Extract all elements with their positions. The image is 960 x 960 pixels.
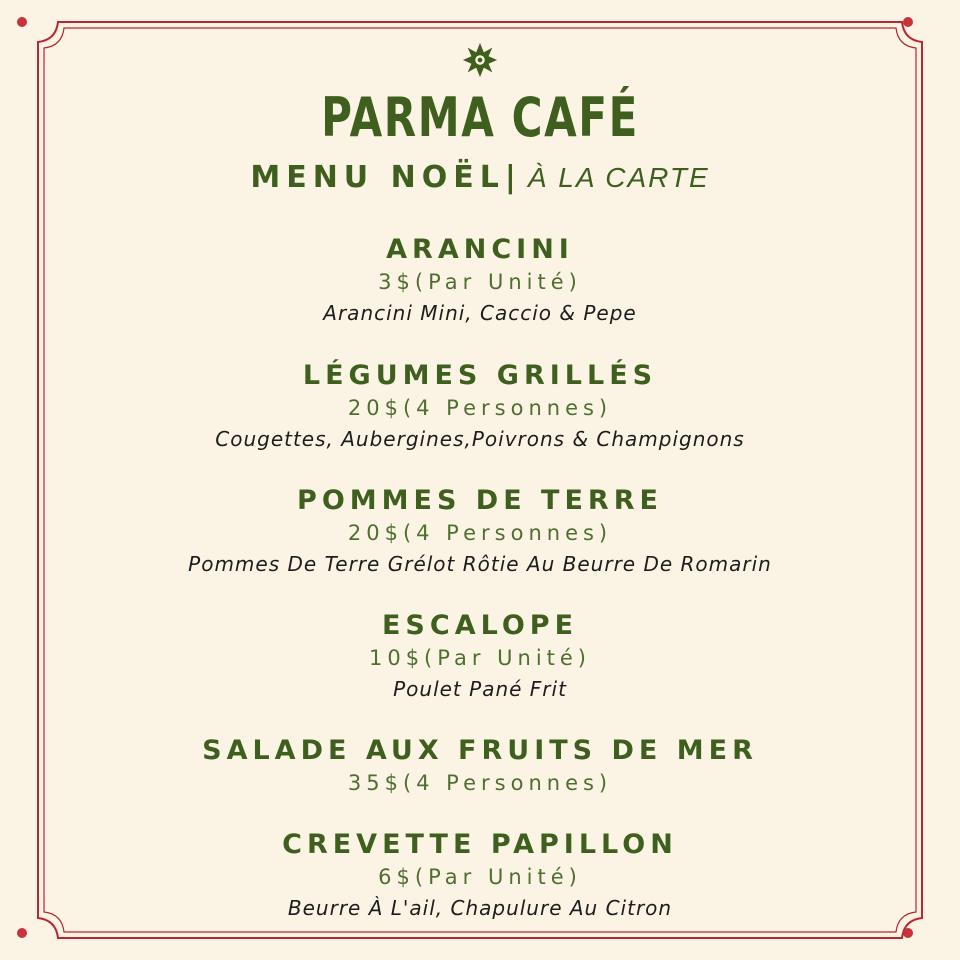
menu-title: MENU NOËL: [250, 160, 505, 195]
menu-item-escalope: [0, 609, 960, 705]
item-name: ESCALOPE: [381, 610, 579, 641]
item-description: Cougettes, Aubergines,Poivrons & Champignons: [215, 427, 745, 451]
item-description: Pommes De Terre Grélot Rôtie Au Beurre De Romarin: [188, 552, 772, 576]
item-price: 20$(4 Personnes): [347, 521, 613, 545]
menu-item-crevette-papillon: [0, 828, 960, 924]
menu-subtitle: À LA CARTE: [527, 162, 710, 193]
menu-item-legumes-grilles: [0, 359, 960, 455]
item-name: SALADE AUX FRUITS DE MER: [202, 735, 758, 766]
item-price: 10$(Par Unité): [368, 646, 592, 670]
item-price: 3$(Par Unité): [378, 270, 582, 294]
item-price: 6$(Par Unité): [378, 865, 582, 889]
item-price: 35$(4 Personnes): [347, 771, 613, 795]
item-description: Poulet Pané Frit: [393, 677, 567, 701]
item-name: LÉGUMES GRILLÉS: [302, 360, 658, 391]
menu-separator: |: [504, 160, 516, 195]
item-description: Arancini Mini, Caccio & Pepe: [323, 301, 637, 325]
menu-item-salade-fruits-de-mer: [0, 734, 960, 798]
item-name: ARANCINI: [386, 234, 574, 265]
item-name: POMMES DE TERRE: [297, 485, 663, 516]
brand-title: PARMA CAFÉ: [321, 86, 639, 149]
menu-item-arancini: [0, 233, 960, 329]
item-price: 20$(4 Personnes): [347, 396, 613, 420]
menu-item-pommes-de-terre: [0, 484, 960, 580]
item-description: Beurre À L'ail, Chapulure Au Citron: [287, 896, 673, 920]
item-name: CREVETTE PAPILLON: [282, 829, 678, 860]
